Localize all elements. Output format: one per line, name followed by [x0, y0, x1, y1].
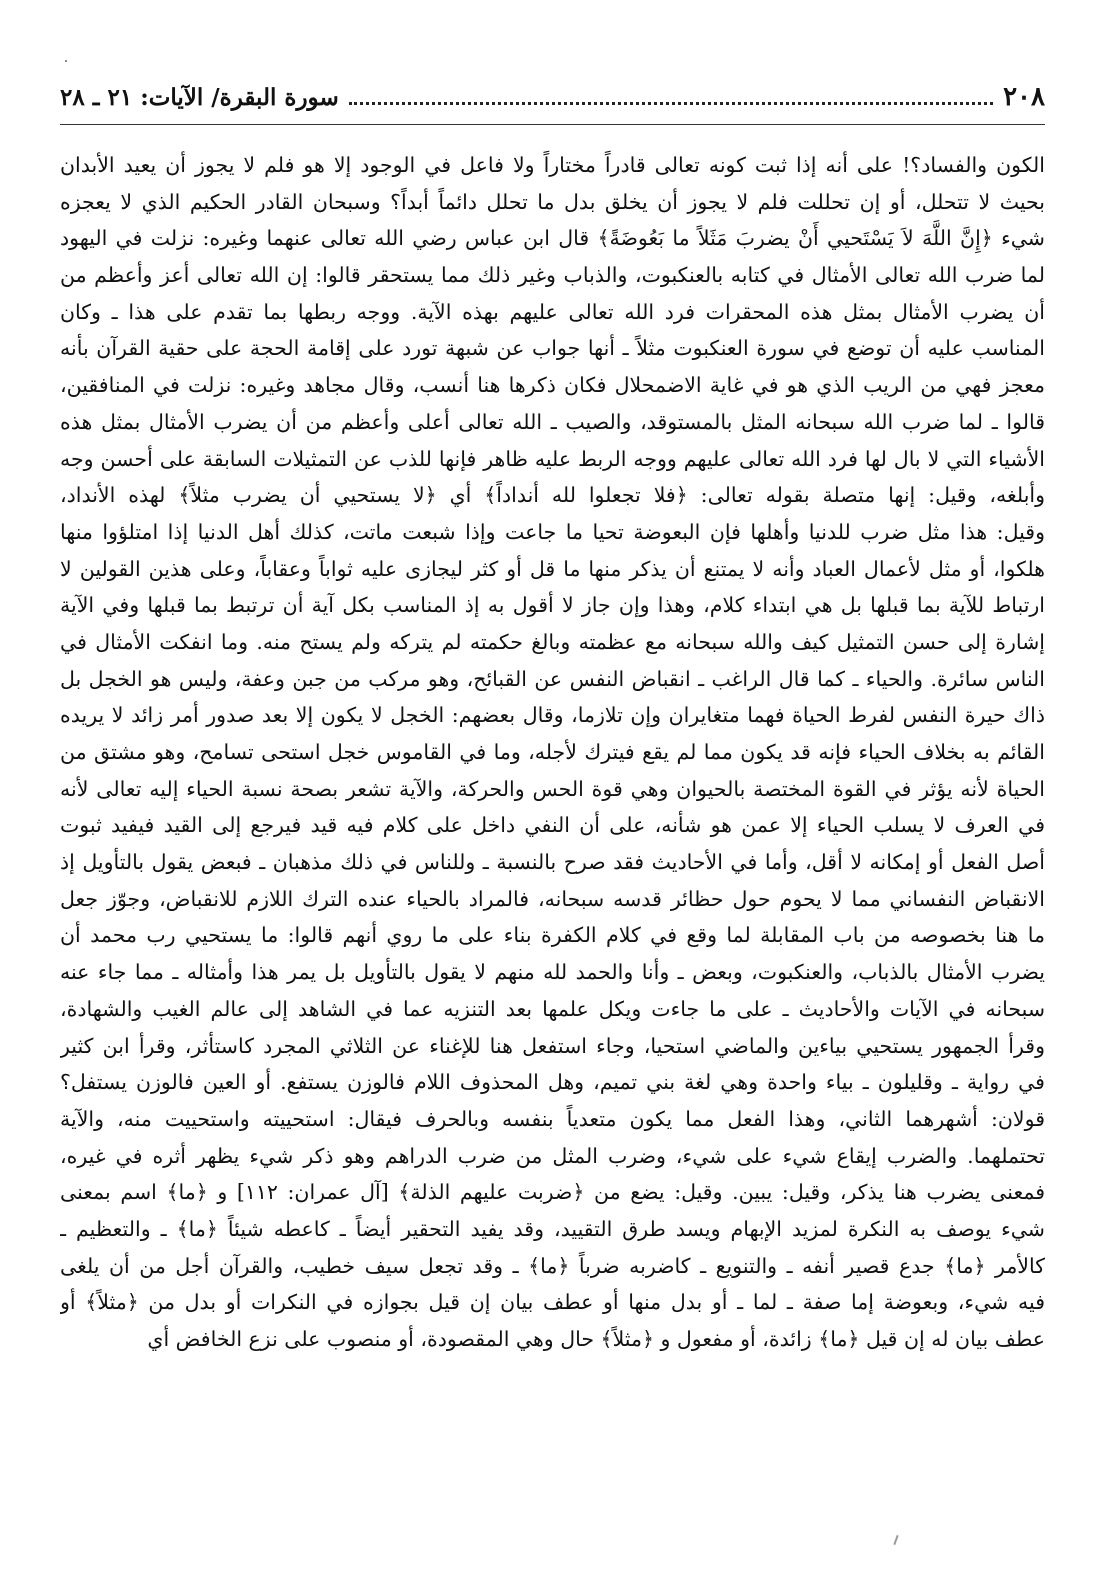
- text-line: القائم به بخلاف الحياء فإنه قد يكون مما لم يقع فيترك لأجله، وما في القاموس خجل استحى تسامح، وهو مشتق من: [60, 740, 1045, 764]
- page-header: [60, 82, 1045, 125]
- text-line: قالوا ـ لما ضرب الله سبحانه المثل بالمستوقد، والصيب ـ الله تعالى أعلى وأعظم من أن يضرب الأمثال بمثل هذه: [60, 409, 1045, 434]
- text-line: الكون والفساد؟! على أنه إذا ثبت كونه تعالى قادراً مختاراً ولا فاعل في الوجود إلا هو فلم لا يجوز أن يعيد الأبدان: [60, 153, 1045, 177]
- text-line: معجز فهي من الريب الذي هو في غاية الاضمحلال فكان ذكرها هنا أنسب، وقال مجاهد وغيره: نزلت في المنافقين،: [60, 373, 1045, 398]
- text-line: أصل الفعل أو إمكانه لا أقل، وأما في الأحاديث فقد صرح بالنسبة ـ وللناس في ذلك مذهبان ـ فبعض يقول بالتأويل إذ: [60, 850, 1045, 875]
- text-line: قولان: أشهرهما الثاني، وهذا الفعل مما يكون متعدياً بنفسه وبالحرف فيقال: استحييته واستحييت منه، والآية: [60, 1106, 1045, 1131]
- text-line: شيء ﴿إِنَّ اللَّهَ لاَ يَسْتَحيي أَنْ يضربَ مَثَلاً ما بَعُوضَةً﴾ قال ابن عباس رضي الله تعالى عنهما وغيره: نزلت في اليهود: [60, 226, 1045, 251]
- text-line: إشارة إلى حسن التمثيل كيف والله سبحانه مع عظمته وبالغ حكمته لم يتركه ولم يستح منه. وما انفكت الأمثال في: [60, 629, 1045, 654]
- text-line: فيه شيء، وبعوضة إما صفة ـ لما ـ أو بدل منها أو عطف بيان إن قيل بجوازه في النكرات أو بدل من ﴿مثلاً﴾ أو: [60, 1290, 1045, 1315]
- text-line: لما ضرب الله تعالى الأمثال في كتابه بالعنكبوت، والذباب وغير ذلك مما يستحقر قالوا: إن الله تعالى أعز وأعظم من: [60, 263, 1045, 288]
- text-line: المناسب عليه أن توضع في سورة العنكبوت مثلاً ـ أنها جواب عن شبهة تورد على إقامة الحجة على حقية القرآن بأنه: [60, 336, 1045, 361]
- text-line: ذاك حيرة النفس لفرط الحياة فهما متغايران وإن تلازما، وقال بعضهم: الخجل لا يكون إلا بعد صدور أمر زائد لا يريده: [60, 703, 1045, 728]
- text-line: ارتباط للآية بما قبلها بل هي ابتداء كلام، وهذا وإن جاز لا أقول به إذ المناسب بكل آية أن ترتبط بما قبلها وفي الآية: [60, 593, 1045, 618]
- text-line: في رواية ـ وقليلون ـ بياء واحدة وهي لغة بني تميم، وهل المحذوف اللام فالوزن يستفع. أو العين فالوزن يستفل؟: [60, 1070, 1045, 1095]
- text-line: الناس سائرة. والحياء ـ كما قال الراغب ـ انقباض النفس عن القبائح، وهو مركب من جبن وعفة، وليس هو الخجل بل: [60, 666, 1045, 691]
- header-dotted-leader: [349, 82, 993, 105]
- text-line: أن يضرب الأمثال بمثل هذه المحقرات فرد الله تعالى عليهم بهذه الآية. ووجه ربطها بما تقدم على هذا ـ وكان: [60, 299, 1045, 324]
- text-line: الحياة لأنه يؤثر في القوة المختصة بالحيوان وهي قوة الحس والحركة، والآية تشعر بصحة نسبة الحياء إليه تعالى لأنه: [60, 776, 1045, 801]
- text-line: وأبلغه، وقيل: إنها متصلة بقوله تعالى: ﴿فلا تجعلوا لله أنداداً﴾ أي ﴿لا يستحيي أن يضرب مثلاً﴾ لهذه الأنداد،: [60, 483, 1045, 508]
- text-line: سبحانه في الآيات والأحاديث ـ على ما جاءت ويكل علمها بعد التنزيه عما في الشاهد إلى عالم الغيب والشهادة،: [60, 996, 1045, 1021]
- text-line: يضرب الأمثال بالذباب، والعنكبوت، وبعض ـ وأنا والحمد لله منهم لا يقول بالتأويل بل يمر هذا وأمثاله ـ مما جاء عنه: [60, 960, 1045, 985]
- text-line: وقيل: هذا مثل ضرب للدنيا وأهلها فإن البعوضة تحيا ما جاعت وإذا شبعت ماتت، كذلك أهل الدنيا إذا امتلؤوا منها: [60, 519, 1045, 544]
- page-header-title: سورة البقرة/ الآيات: ٢١ ـ ٢٨: [60, 84, 339, 111]
- text-line: في العرف لا يسلب الحياء إلا عمن هو شأنه، على أن النفي داخل على كلام فيه قيد فيرجع إلى القيد فيفيد ثبوت: [60, 813, 1045, 838]
- text-line: عطف بيان له إن قيل ﴿ما﴾ زائدة، أو مفعول و ﴿مثلاً﴾ حال وهي المقصودة، أو منصوب على نزع الخافض أي: [147, 1327, 1045, 1351]
- text-line: ما هنا بخصوصه من باب المقابلة لما وقع في كلام الكفرة بناء على ما روي أنهم قالوا: ما يستحيي رب محمد أن: [60, 923, 1045, 948]
- text-line: شيء يوصف به النكرة لمزيد الإبهام ويسد طرق التقييد، وقد يفيد التحقير أيضاً ـ كاعطه شيئاً ﴿ما﴾ ـ والتعظيم ـ: [60, 1216, 1045, 1241]
- margin-dot: [65, 60, 67, 62]
- body-text: [60, 147, 1045, 1358]
- page-number: ٢٠٨: [1003, 82, 1045, 112]
- text-line: بحيث لا تتحلل، أو إن تحللت فلم لا يجوز أن يخلق بدل ما تحلل دائماً أبداً؟ وسبحان القادر الحكيم الذي لا يعجزه: [60, 189, 1045, 214]
- text-line: كالأمر ﴿ما﴾ جدع قصير أنفه ـ والتنويع ـ كاضربه ضرباً ﴿ما﴾ ـ وقد تجعل سيف خطيب، والقرآن أجل من أن يلغى: [60, 1253, 1045, 1278]
- text-line: تحتملهما. والضرب إيقاع شيء على شيء، وضرب المثل من ضرب الدراهم وهو ذكر شيء يظهر أثره في غيره،: [60, 1143, 1045, 1168]
- document-page: [60, 82, 1045, 1542]
- text-line: هلكوا، أو مثل لأعمال العباد وأنه لا يمتنع أن يذكر منها ما قل أو كثر ليجازى عليه ثواباً وعقاباً، وعلى هذين القولين لا: [60, 556, 1045, 581]
- text-line: فمعنى يضرب هنا يذكر، وقيل: يبين. وقيل: يضع من ﴿ضربت عليهم الذلة﴾ [آل عمران: ١١٢] و ﴿ما﴾ اسم بمعنى: [60, 1180, 1045, 1205]
- text-line: الأشياء التي لا بال لها فرد الله تعالى عليهم ووجه الربط عليه ظاهر فإنها للذب عن التمثيلات السابقة على أحسن وجه: [60, 446, 1045, 471]
- text-line: وقرأ الجمهور يستحيي بياءين والماضي استحيا، وجاء استفعل هنا للإغناء عن الثلاثي المجرد كاستأثر، وقرأ ابن كثير: [60, 1033, 1045, 1058]
- text-line: الانقباض النفساني مما لا يحوم حول حظائر قدسه سبحانه، فالمراد بالحياء عنده الترك اللازم للانقباض، وجوّز جعل: [60, 886, 1045, 911]
